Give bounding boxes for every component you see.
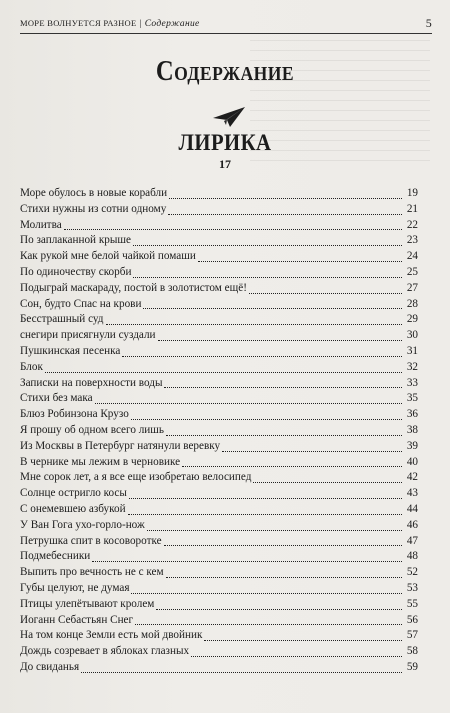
toc-entry-page: 29 (406, 313, 418, 326)
dot-leader (158, 340, 402, 341)
dot-leader (166, 577, 402, 578)
toc-entry-page: 32 (406, 360, 418, 373)
dot-leader (133, 245, 402, 246)
dot-leader (164, 545, 402, 546)
toc-entry-page: 27 (406, 281, 418, 294)
dot-leader (147, 530, 402, 531)
toc-entry (20, 644, 418, 660)
toc-entry-page: 25 (406, 265, 418, 278)
toc-entry (20, 518, 418, 534)
toc-entry (20, 233, 418, 249)
toc-entry-title: Как рукой мне белой чайкой помаши (20, 250, 196, 263)
toc-entry (20, 470, 418, 486)
section-page-number: 17 (219, 157, 231, 171)
toc-entry-title: Бесстрашный суд (20, 313, 104, 326)
toc-entry-page: 24 (406, 250, 418, 263)
toc-entry-title: Молитва (20, 218, 62, 231)
toc-entry-title: На том конце Земли есть мой двойник (20, 629, 203, 642)
toc-entry-title: У Ван Гога ухо-горло-нож (20, 518, 145, 531)
toc-entry (20, 581, 418, 597)
dot-leader (222, 451, 402, 452)
toc-entry-page: 40 (406, 455, 418, 468)
toc-entry-page: 35 (406, 392, 418, 405)
toc-entry-page: 39 (406, 439, 418, 452)
toc-entry (20, 613, 418, 629)
toc-entry (20, 218, 418, 234)
toc-entry (20, 423, 418, 439)
toc-entry-page: 53 (406, 581, 418, 594)
toc-entry-title: Иоганн Себастьян Снег (20, 613, 134, 626)
dot-leader (253, 482, 402, 483)
dot-leader (45, 372, 402, 373)
toc-entry (20, 376, 418, 392)
toc-entry-title: Я прошу об одном всего лишь (20, 423, 164, 436)
toc-entry (20, 486, 418, 502)
running-header (20, 16, 432, 32)
toc-entry (20, 628, 418, 644)
toc-entry (20, 328, 418, 344)
toc-entry-page: 57 (406, 629, 418, 642)
toc-entry-page: 42 (406, 471, 418, 484)
dot-leader (164, 387, 402, 388)
toc-entry-title: Выпить про вечность не с кем (20, 566, 164, 579)
toc-entry-title: Подыграй маскараду, постой в золотистом ещё! (20, 281, 247, 294)
dot-leader (133, 277, 402, 278)
toc-entry-title: Стихи без мака (20, 392, 93, 405)
toc-entry (20, 186, 418, 202)
toc-entry-page: 22 (406, 218, 418, 231)
dot-leader (92, 561, 402, 562)
toc-list (20, 186, 418, 676)
toc-entry-title: Сон, будто Спас на крови (20, 297, 142, 310)
toc-entry-page: 46 (406, 518, 418, 531)
toc-entry (20, 407, 418, 423)
toc-entry (20, 597, 418, 613)
toc-entry-title: С онемевшею азбукой (20, 502, 126, 515)
dot-leader (131, 419, 402, 420)
toc-entry-title: Дождь созревает в яблоках глазных (20, 645, 190, 658)
toc-entry-title: Солнце остригло косы (20, 487, 127, 500)
dot-leader (169, 198, 402, 199)
toc-entry-title: Стихи нужны из сотни одному (20, 202, 167, 215)
toc-entry (20, 565, 418, 581)
toc-entry-page: 33 (406, 376, 418, 389)
toc-entry-page: 52 (406, 566, 418, 579)
dot-leader (131, 593, 402, 594)
toc-entry-title: Море обулось в новые корабли (20, 187, 168, 199)
toc-entry (20, 455, 418, 471)
toc-entry-title: Мне сорок лет, а я все еще изобретаю велосипед (20, 471, 252, 484)
dot-leader (143, 308, 402, 309)
paper-plane-icon (212, 106, 246, 128)
toc-entry (20, 660, 418, 676)
toc-entry-title: Петрушка спит в косоворотке (20, 534, 162, 547)
toc-entry (20, 297, 418, 313)
dot-leader (122, 356, 402, 357)
toc-entry-page: 59 (406, 660, 418, 673)
toc-entry-title: По одиночеству скорби (20, 265, 132, 278)
toc-entry-page: 28 (406, 297, 418, 310)
dot-leader (156, 609, 402, 610)
dot-leader (166, 435, 402, 436)
toc-entry (20, 360, 418, 376)
toc-entry-title: Записки на поверхности воды (20, 376, 163, 389)
toc-entry-title: По заплаканной крыше (20, 234, 131, 247)
dot-leader (64, 229, 402, 230)
toc-entry (20, 312, 418, 328)
toc-entry (20, 202, 418, 218)
toc-entry-title: Из Москвы в Петербург натянули веревку (20, 439, 221, 452)
dot-leader (128, 514, 402, 515)
toc-entry-title: Губы целуют, не думая (20, 581, 130, 594)
running-header-book-title: МОРЕ ВОЛНУЕТСЯ РАЗНОЕ (20, 18, 137, 28)
dot-leader (182, 466, 402, 467)
toc-entry (20, 344, 418, 360)
toc-entry-page: 21 (406, 202, 418, 215)
dot-leader (81, 672, 402, 673)
running-header-left (20, 18, 200, 29)
dot-leader (249, 293, 402, 294)
page-title: Содержание (155, 56, 295, 87)
toc-entry-page: 44 (406, 502, 418, 515)
toc-entry-title: В чернике мы лежим в черновике (20, 455, 181, 468)
dot-leader (135, 624, 402, 625)
section-title: ЛИРИКА (178, 130, 272, 155)
toc-entry-page: 47 (406, 534, 418, 547)
toc-entry (20, 549, 418, 565)
toc-entry-title: Птицы улепётывают кролем (20, 597, 155, 610)
toc-entry (20, 439, 418, 455)
toc-entry-title: Блюз Робинзона Крузо (20, 408, 129, 421)
toc-entry-page: 23 (406, 234, 418, 247)
header-rule (20, 33, 432, 34)
toc-entry (20, 502, 418, 518)
toc-entry (20, 534, 418, 550)
dot-leader (129, 498, 402, 499)
toc-entry-page: 38 (406, 423, 418, 436)
toc-entry-page: 58 (406, 645, 418, 658)
toc-entry-title: Пушкинская песенка (20, 344, 121, 357)
dot-leader (204, 640, 402, 641)
toc-entry-page: 36 (406, 408, 418, 421)
toc-entry-title: снегири присягнули суздали (20, 329, 156, 342)
page-number: 5 (425, 16, 432, 30)
toc-entry-title: До свиданья (20, 660, 80, 673)
toc-entry-title: Блок (20, 360, 43, 373)
toc-entry-title: Подмебесники (20, 550, 91, 563)
toc-entry (20, 391, 418, 407)
dot-leader (106, 324, 403, 325)
dot-leader (191, 656, 402, 657)
toc-entry (20, 265, 418, 281)
running-header-section: Содержание (144, 19, 200, 29)
toc-entry-page: 56 (406, 613, 418, 626)
toc-entry (20, 281, 418, 297)
toc-entry-page: 19 (406, 187, 418, 199)
toc-entry-page: 55 (406, 597, 418, 610)
toc-entry-page: 43 (406, 487, 418, 500)
dot-leader (95, 403, 402, 404)
toc-entry-page: 48 (406, 550, 418, 563)
toc-entry-page: 31 (406, 344, 418, 357)
toc-entry (20, 249, 418, 265)
dot-leader (198, 261, 402, 262)
dot-leader (168, 214, 402, 215)
toc-entry-page: 30 (406, 329, 418, 342)
running-header-separator: | (139, 19, 142, 29)
